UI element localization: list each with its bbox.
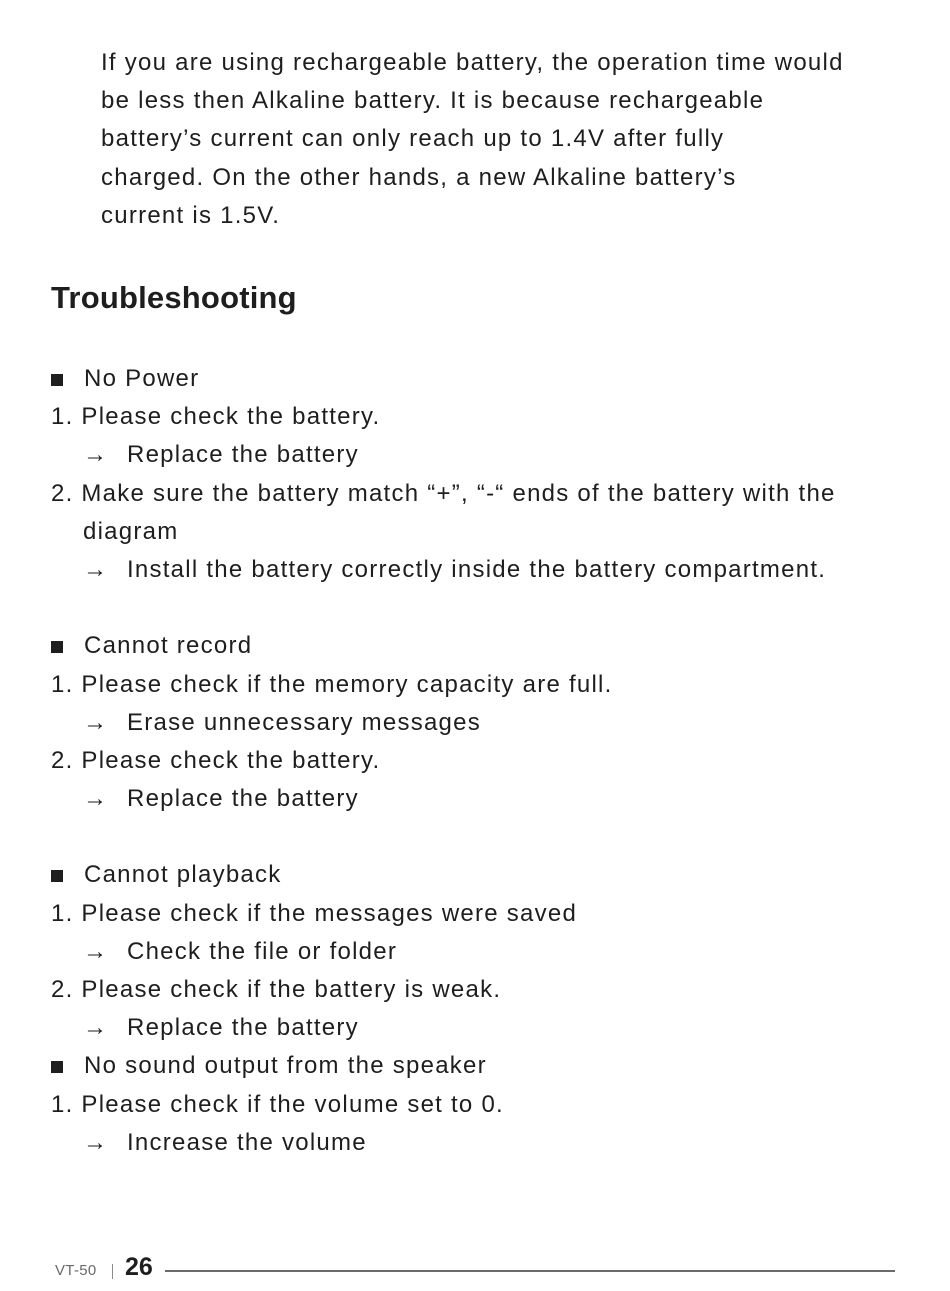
intro-line: charged. On the other hands, a new Alkaline battery’s (101, 163, 737, 191)
resolution-text: Replace the battery (127, 785, 359, 813)
intro-line: battery’s current can only reach up to 1.4V after fully (101, 125, 725, 153)
intro-paragraph (101, 44, 901, 235)
issue-title: No sound output from the speaker (84, 1052, 487, 1080)
arrow-right-icon: → (83, 785, 107, 813)
intro-line: current is 1.5V. (101, 201, 281, 229)
check-item: 1. Please check the battery. (51, 403, 381, 431)
check-item: 1. Please check if the volume set to 0. (51, 1090, 504, 1118)
spacer (51, 818, 911, 856)
resolution-item (51, 1009, 911, 1047)
arrow-right-icon: → (83, 555, 107, 583)
intro-line: If you are using rechargeable battery, the operation time would (101, 49, 844, 76)
resolution-text: Replace the battery (127, 1014, 359, 1042)
check-item-continuation: diagram (83, 517, 179, 545)
bullet-square-icon (51, 870, 63, 882)
check-item: 2. Please check if the battery is weak. (51, 976, 502, 1003)
resolution-item (51, 551, 911, 589)
resolution-item (51, 436, 911, 474)
issue-no-power (51, 360, 911, 398)
spacer (51, 589, 911, 627)
arrow-right-icon: → (83, 1014, 107, 1042)
section-heading: Troubleshooting (51, 280, 297, 315)
resolution-text: Check the file or folder (127, 937, 398, 965)
check-item: 2. Please check the battery. (51, 746, 381, 774)
resolution-item (51, 780, 911, 818)
page-number: 26 (125, 1253, 153, 1281)
intro-line: be less then Alkaline battery. It is because rechargeable (101, 87, 765, 115)
arrow-right-icon: → (83, 708, 107, 736)
arrow-right-icon: → (83, 441, 107, 469)
bullet-square-icon (51, 374, 63, 386)
check-item: 1. Please check if the messages were saved (51, 899, 578, 927)
resolution-text: Increase the volume (127, 1128, 367, 1156)
check-item: 2. Make sure the battery match “+”, “-“ ends of the battery with the (51, 479, 836, 507)
resolution-item (51, 704, 911, 742)
footer-rule (165, 1270, 895, 1272)
resolution-item (51, 933, 911, 971)
issue-title: No Power (84, 365, 200, 392)
footer-separator (112, 1264, 113, 1279)
issue-cannot-playback (51, 856, 911, 894)
resolution-text: Replace the battery (127, 441, 359, 469)
issue-no-sound (51, 1047, 911, 1085)
resolution-text: Install the battery correctly inside the battery compartment. (127, 555, 827, 583)
check-item: 1. Please check if the memory capacity are full. (51, 670, 613, 698)
arrow-right-icon: → (83, 937, 107, 965)
resolution-item (51, 1124, 911, 1162)
resolution-text: Erase unnecessary messages (127, 708, 481, 736)
issue-title: Cannot record (84, 632, 253, 660)
issue-title: Cannot playback (84, 861, 282, 889)
bullet-square-icon (51, 1061, 63, 1073)
troubleshooting-list (51, 360, 911, 1162)
bullet-square-icon (51, 641, 63, 653)
footer-model-name: VT-50 (55, 1262, 97, 1279)
issue-cannot-record (51, 627, 911, 665)
arrow-right-icon: → (83, 1128, 107, 1156)
